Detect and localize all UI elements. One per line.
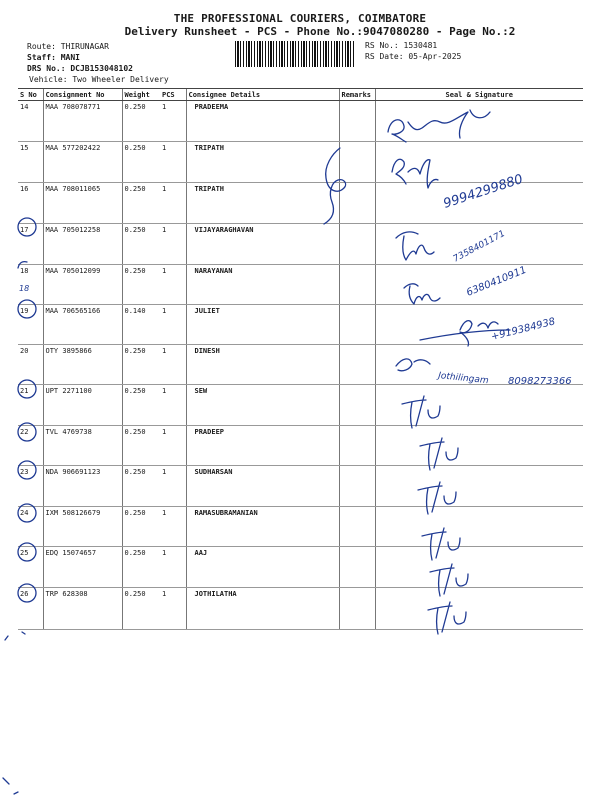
row-consignee: SUDHARSAN <box>186 466 339 507</box>
row-weight: 0.250 <box>122 466 160 507</box>
row-sno: 15 <box>18 142 43 183</box>
row-consignment: MAA 705012099 <box>43 265 122 305</box>
handwritten-phone: +919384938 <box>490 316 557 343</box>
row-consignment: MAA 706565166 <box>43 305 122 345</box>
handwritten-phone: 9994299880 <box>441 171 525 212</box>
circle-mark <box>18 584 36 602</box>
row-consignee: RAMASUBRAMANIAN <box>186 507 339 547</box>
row-consignment: MAA 708011065 <box>43 183 122 224</box>
row-pcs: 1 <box>160 385 186 426</box>
col-header-pcs: PCS <box>160 89 186 101</box>
col-header-remarks: Remarks <box>339 89 375 101</box>
handwritten-phone: 6380410911 <box>465 264 529 299</box>
circle-mark <box>18 461 36 479</box>
row-sno: 23 <box>18 466 43 507</box>
signature <box>422 528 460 560</box>
row-consignment: TRP 628308 <box>43 588 122 630</box>
col-header-consignment: Consignment No <box>43 89 122 101</box>
runsheet-subtitle: Delivery Runsheet - PCS - Phone No.:9047080280 - Page No.:2 <box>124 25 516 38</box>
row-consignee: JOTHILATHA <box>186 588 339 630</box>
col-header-weight: Weight <box>122 89 160 101</box>
row-consignee: SEW <box>186 385 339 426</box>
row-sno: 18 <box>18 265 43 305</box>
row-consignee: DINESH <box>186 345 339 385</box>
signature <box>418 482 456 514</box>
row-pcs: 1 <box>160 224 186 265</box>
row-consignment: UPT 2271100 <box>43 385 122 426</box>
handwritten-name: Jothilingam <box>437 371 490 387</box>
handwritten-phone: 7358401171 <box>451 228 507 265</box>
signature <box>396 359 430 371</box>
margin-note: 18 <box>19 284 30 293</box>
row-pcs: 1 <box>160 305 186 345</box>
row-sno: 21 <box>18 385 43 426</box>
row-consignee: PRADEEMA <box>186 101 339 142</box>
signature <box>324 148 346 224</box>
route-label: Route: THIRUNAGAR <box>27 42 109 51</box>
circle-mark <box>18 423 36 441</box>
col-header-details: Consignee Details <box>186 89 339 101</box>
row-pcs: 1 <box>160 183 186 224</box>
signature <box>388 110 490 142</box>
circle-mark <box>18 218 36 236</box>
row-consignment: EDQ 15074657 <box>43 547 122 588</box>
row-consignment: MAA 577202422 <box>43 142 122 183</box>
company-title: THE PROFESSIONAL COURIERS, COIMBATORE <box>173 12 427 25</box>
row-weight: 0.250 <box>122 588 160 630</box>
row-weight: 0.250 <box>122 101 160 142</box>
row-consignment: OTY 3895866 <box>43 345 122 385</box>
circle-mark <box>18 262 27 268</box>
row-sno: 19 <box>18 305 43 345</box>
row-weight: 0.250 <box>122 183 160 224</box>
signature <box>420 438 458 470</box>
row-pcs: 1 <box>160 588 186 630</box>
signature <box>392 159 438 188</box>
row-weight: 0.250 <box>122 547 160 588</box>
row-sno: 16 <box>18 183 43 224</box>
signature <box>430 564 468 596</box>
row-pcs: 1 <box>160 101 186 142</box>
row-consignment: IXM 508126679 <box>43 507 122 547</box>
row-consignment: MAA 705012258 <box>43 224 122 265</box>
col-header-sign: Seal & Signature <box>375 89 583 101</box>
row-sno: 20 <box>18 345 43 385</box>
row-sno: 26 <box>18 588 43 630</box>
circle-mark <box>18 543 36 561</box>
row-consignment: NDA 906691123 <box>43 466 122 507</box>
row-consignment: MAA 708078771 <box>43 101 122 142</box>
row-consignee: JULIET <box>186 305 339 345</box>
row-sno: 22 <box>18 426 43 466</box>
row-sno: 25 <box>18 547 43 588</box>
handwritten-phone: 8098273366 <box>508 376 572 387</box>
signature <box>428 602 466 634</box>
row-weight: 0.250 <box>122 265 160 305</box>
signature <box>396 232 434 260</box>
row-consignee: PRADEEP <box>186 426 339 466</box>
rs-number: RS No.: 1530481 <box>365 41 438 50</box>
signature <box>402 396 440 428</box>
row-sno: 17 <box>18 224 43 265</box>
row-consignment: TVL 4769738 <box>43 426 122 466</box>
circle-mark <box>18 504 36 522</box>
row-weight: 0.250 <box>122 142 160 183</box>
row-consignee: TRIPATH <box>186 183 339 224</box>
row-sno: 24 <box>18 507 43 547</box>
drs-number: DRS No.: DCJB153048102 <box>27 64 133 73</box>
row-consignee: TRIPATH <box>186 142 339 183</box>
row-weight: 0.250 <box>122 507 160 547</box>
row-pcs: 1 <box>160 426 186 466</box>
ink-tick <box>3 632 25 794</box>
row-pcs: 1 <box>160 265 186 305</box>
row-pcs: 1 <box>160 345 186 385</box>
col-header-sno: S No <box>18 89 43 101</box>
row-weight: 0.250 <box>122 426 160 466</box>
row-pcs: 1 <box>160 507 186 547</box>
rs-date: RS Date: 05-Apr-2025 <box>365 52 462 61</box>
row-sno: 14 <box>18 101 43 142</box>
row-pcs: 1 <box>160 547 186 588</box>
circle-mark <box>18 380 36 398</box>
staff-label: Staff: MANI <box>27 53 80 62</box>
row-consignee: NARAYANAN <box>186 265 339 305</box>
row-pcs: 1 <box>160 466 186 507</box>
row-weight: 0.250 <box>122 345 160 385</box>
circle-mark <box>18 300 36 318</box>
vehicle-label: Vehicle: Two Wheeler Delivery <box>29 75 169 84</box>
signature <box>404 284 440 304</box>
row-consignee: AAJ <box>186 547 339 588</box>
row-pcs: 1 <box>160 142 186 183</box>
row-consignee: VIJAYARAGHAVAN <box>186 224 339 265</box>
row-weight: 0.140 <box>122 305 160 345</box>
row-weight: 0.250 <box>122 224 160 265</box>
row-weight: 0.250 <box>122 385 160 426</box>
